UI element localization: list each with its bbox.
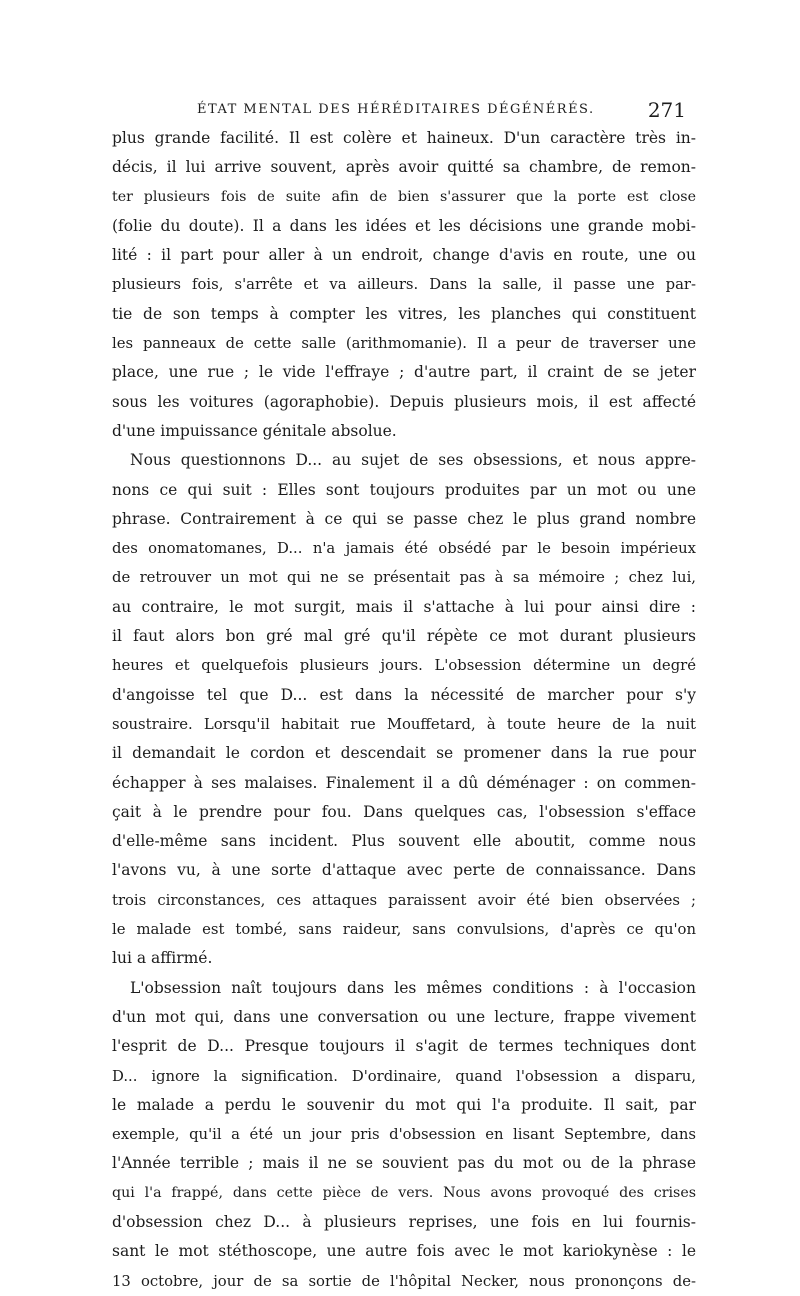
page-header bbox=[112, 96, 696, 124]
text-line: heures et quelquefois plusieurs jours. L'obsession détermine un degré bbox=[112, 657, 696, 675]
text-line: d'une impuissance génitale absolue. bbox=[112, 421, 397, 440]
text-line: tie de son temps à compter les vitres, les planches qui constituent bbox=[112, 304, 696, 323]
text-line: il faut alors bon gré mal gré qu'il répète ce mot durant plusieurs bbox=[112, 627, 696, 646]
text-line: au contraire, le mot surgit, mais il s'attache à lui pour ainsi dire : bbox=[112, 597, 696, 616]
text-line: d'obsession chez D... à plusieurs reprises, une fois en lui fournis- bbox=[112, 1212, 696, 1231]
text-line: plus grande facilité. Il est colère et haineux. D'un caractère très in- bbox=[112, 129, 696, 147]
text-line: L'obsession naît toujours dans les mêmes conditions : à l'occasion bbox=[130, 978, 696, 997]
text-line: exemple, qu'il a été un jour pris d'obsession en lisant Septembre, dans bbox=[112, 1126, 696, 1144]
text-line: phrase. Contrairement à ce qui se passe chez le plus grand nombre bbox=[112, 509, 696, 528]
text-line: l'esprit de D... Presque toujours il s'agit de termes techniques dont bbox=[112, 1037, 696, 1056]
text-line: des onomatomanes, D... n'a jamais été obsédé par le besoin impérieux bbox=[112, 540, 696, 558]
text-line: trois circonstances, ces attaques paraissent avoir été bien observées ; bbox=[112, 891, 696, 909]
text-line: soustraire. Lorsqu'il habitait rue Mouffetard, à toute heure de la nuit bbox=[112, 715, 696, 733]
text-line: le malade a perdu le souvenir du mot qui l'a produite. Il sait, par bbox=[112, 1095, 696, 1114]
text-line: l'avons vu, à une sorte d'attaque avec perte de connaissance. Dans bbox=[112, 861, 696, 880]
text-line: lui a affirmé. bbox=[112, 949, 213, 968]
running-head: ÉTAT MENTAL DES HÉRÉDITAIRES DÉGÉNÉRÉS. bbox=[197, 102, 595, 117]
text-line: le malade est tombé, sans raideur, sans convulsions, d'après ce qu'on bbox=[112, 921, 696, 939]
text-line: d'angoisse tel que D... est dans la nécessité de marcher pour s'y bbox=[112, 685, 696, 704]
text-line: ter plusieurs fois de suite afin de bien s'assurer que la porte est close bbox=[112, 188, 696, 205]
text-line: 13 octobre, jour de sa sortie de l'hôpital Necker, nous prononçons de- bbox=[112, 1272, 696, 1290]
text-line: D... ignore la signification. D'ordinaire, quand l'obsession a disparu, bbox=[112, 1067, 696, 1085]
text-line: échapper à ses malaises. Finalement il a dû déménager : on commen- bbox=[112, 773, 696, 792]
text-line: Nous questionnons D... au sujet de ses obsessions, et nous appre- bbox=[130, 451, 696, 470]
text-line: nons ce qui suit : Elles sont toujours produites par un mot ou une bbox=[112, 480, 696, 499]
text-line: il demandait le cordon et descendait se promener dans la rue pour bbox=[112, 744, 696, 763]
text-line: décis, il lui arrive souvent, après avoir quitté sa chambre, de remon- bbox=[112, 158, 696, 177]
text-line: d'un mot qui, dans une conversation ou une lecture, frappe vivement bbox=[112, 1007, 696, 1026]
text-line: (folie du doute). Il a dans les idées et les décisions une grande mobi- bbox=[112, 216, 696, 235]
text-line: d'elle-même sans incident. Plus souvent elle aboutit, comme nous bbox=[112, 832, 696, 851]
text-line: çait à le prendre pour fou. Dans quelques cas, l'obsession s'efface bbox=[112, 802, 696, 821]
body-text bbox=[112, 124, 696, 1296]
text-line: de retrouver un mot qui ne se présentait pas à sa mémoire ; chez lui, bbox=[112, 569, 696, 587]
text-line: les panneaux de cette salle (arithmomanie). Il a peur de traverser une bbox=[112, 335, 696, 353]
text-line: sant le mot stéthoscope, une autre fois avec le mot kariokynèse : le bbox=[112, 1242, 696, 1261]
text-line: qui l'a frappé, dans cette pièce de vers. Nous avons provoqué des crises bbox=[112, 1184, 696, 1201]
text-line: place, une rue ; le vide l'effraye ; d'autre part, il craint de se jeter bbox=[112, 363, 696, 382]
page-number: 271 bbox=[647, 98, 686, 122]
text-line: plusieurs fois, s'arrête et va ailleurs. Dans la salle, il passe une par- bbox=[112, 276, 696, 294]
text-line: lité : il part pour aller à un endroit, change d'avis en route, une ou bbox=[112, 246, 696, 265]
text-line: sous les voitures (agoraphobie). Depuis plusieurs mois, il est affecté bbox=[112, 392, 696, 411]
text-line: l'Année terrible ; mais il ne se souvient pas du mot ou de la phrase bbox=[112, 1154, 696, 1173]
book-page bbox=[112, 96, 696, 1296]
